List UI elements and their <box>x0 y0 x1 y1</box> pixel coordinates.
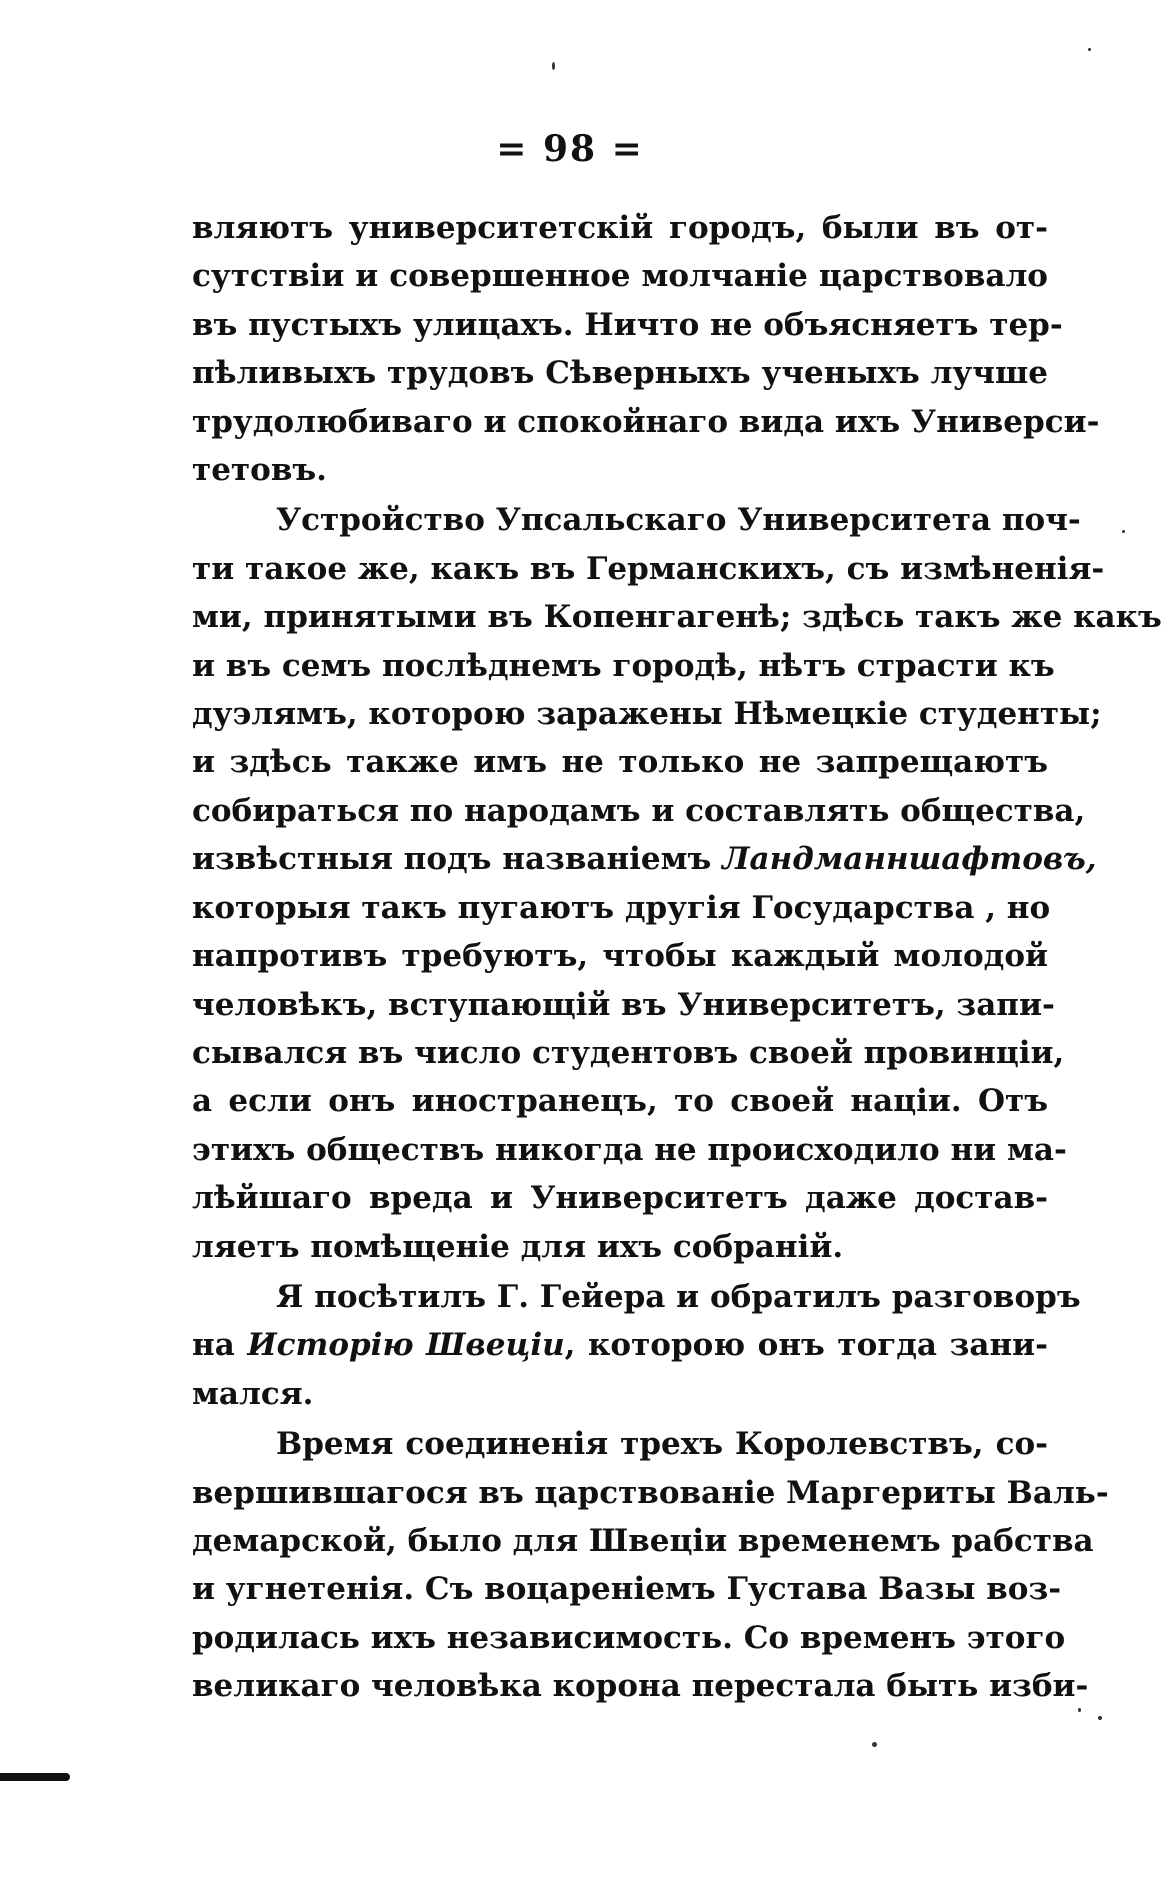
text-line: собираться по народамъ и составлять общества, <box>192 792 1086 829</box>
margin-scan-mark <box>0 1773 70 1781</box>
text-line: лѣйшаго вреда и Университетъ даже достав- <box>192 1180 1048 1217</box>
italic-term: Ландманншафтовъ, <box>722 841 1097 878</box>
text-line: и здѣсь также имъ не только не запрещаютъ <box>192 744 1048 781</box>
text-line: сутствіи и совершенное молчаніе царствовало <box>192 258 1048 295</box>
text-line: тетовъ. <box>192 452 327 489</box>
text-line <box>192 835 1097 883</box>
text-line: Время соединенія трехъ Королевствъ, со- <box>276 1426 1048 1463</box>
page-number: = 98 = <box>496 128 644 170</box>
text-line: ти такое же, какъ въ Германскихъ, съ измѣненія- <box>192 550 1105 587</box>
text-line: вляютъ университетскій городъ, были въ от- <box>192 210 1048 246</box>
text-line: которыя такъ пугаютъ другія Государства , но <box>192 889 1051 926</box>
text-line: этихъ обществъ никогда не происходило ни ма- <box>192 1131 1067 1168</box>
text-line: дуэлямъ, которою заражены Нѣмецкіе студенты; <box>192 696 1102 733</box>
text-line: родилась ихъ независимость. Со временъ этого <box>192 1619 1066 1656</box>
text-line: Устройство Упсальскаго Университета поч- <box>276 502 1081 539</box>
text-line <box>192 1321 1048 1369</box>
text-line: человѣкъ, вступающій въ Университетъ, запи- <box>192 986 1055 1023</box>
text-line: а если онъ иностранецъ, то своей націи. Отъ <box>192 1083 1048 1120</box>
text-line: великаго человѣка корона перестала быть изби- <box>192 1668 1089 1705</box>
text-line: и въ семъ послѣднемъ городѣ, нѣтъ страсти къ <box>192 647 1055 684</box>
text-line: и угнетенія. Съ воцареніемъ Густава Вазы воз- <box>192 1571 1062 1608</box>
text-line: ми, принятыми въ Копенгагенѣ; здѣсь такъ же какъ <box>192 599 1162 636</box>
scan-speck <box>1078 1708 1081 1712</box>
body-text <box>192 204 1162 1711</box>
italic-term: Исторію Швеціи <box>247 1327 565 1364</box>
scan-speck <box>1098 1716 1102 1720</box>
text-run: на <box>192 1327 235 1364</box>
text-line: трудолюбиваго и спокойнаго вида ихъ Универси- <box>192 403 1100 440</box>
text-line: сывался въ число студентовъ своей провинціи, <box>192 1034 1065 1071</box>
text-line: напротивъ требуютъ, чтобы каждый молодой <box>192 938 1048 975</box>
text-run: , которою онъ тогда зани- <box>564 1327 1049 1364</box>
scan-speck <box>872 1742 877 1747</box>
text-line: демарской, было для Швеціи временемъ рабства <box>192 1522 1094 1559</box>
scan-speck <box>1122 530 1125 533</box>
text-line: въ пустыхъ улицахъ. Ничто не объясняетъ тер- <box>192 306 1063 343</box>
text-run: извѣстныя подъ названіемъ <box>192 841 712 878</box>
text-line: вершившагося въ царствованіе Маргериты Валь- <box>192 1474 1109 1511</box>
text-line: мался. <box>192 1375 314 1412</box>
scan-speck <box>1088 48 1091 51</box>
text-line: ляетъ помѣщеніе для ихъ собраній. <box>192 1228 844 1265</box>
text-line: пѣливыхъ трудовъ Сѣверныхъ ученыхъ лучше <box>192 355 1048 392</box>
text-line: Я посѣтилъ Г. Гейера и обратилъ разговоръ <box>276 1278 1081 1315</box>
scan-speck <box>552 62 555 70</box>
